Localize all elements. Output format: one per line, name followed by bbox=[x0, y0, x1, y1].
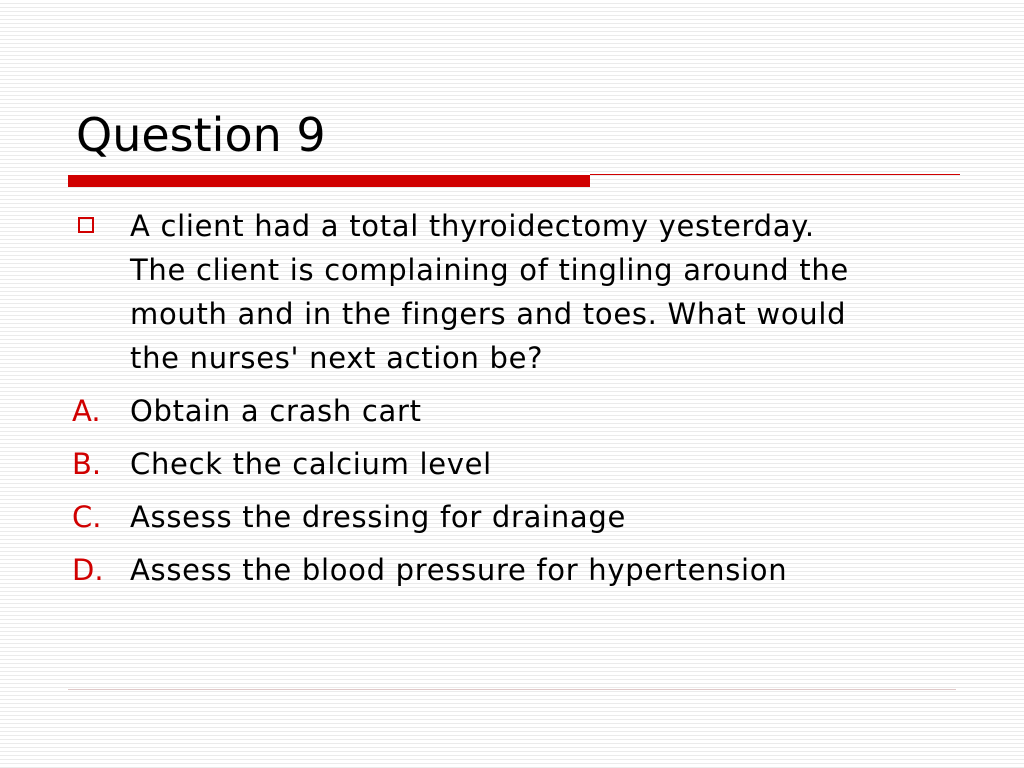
option-text: Assess the dressing for drainage bbox=[130, 500, 627, 534]
option-d bbox=[72, 548, 952, 592]
question-text: A client had a total thyroidectomy yesterday. The client is complaining of tingling around the mouth and in the fingers and toes. What would the nurses' next action be? bbox=[130, 209, 849, 375]
question-item bbox=[72, 204, 952, 380]
option-b bbox=[72, 442, 952, 486]
option-letter: A. bbox=[72, 394, 101, 428]
option-c bbox=[72, 495, 952, 539]
footer-rule bbox=[68, 689, 956, 690]
question-bullet bbox=[72, 204, 130, 248]
option-letter: C. bbox=[72, 500, 102, 534]
option-text: Obtain a crash cart bbox=[130, 394, 422, 428]
option-letter: D. bbox=[72, 553, 104, 587]
option-letter: B. bbox=[72, 447, 102, 481]
hollow-square-icon bbox=[78, 217, 94, 233]
title-underline-thick bbox=[68, 175, 590, 187]
option-text: Assess the blood pressure for hypertension bbox=[130, 553, 788, 587]
question-list bbox=[72, 204, 952, 601]
option-text: Check the calcium level bbox=[130, 447, 492, 481]
option-a bbox=[72, 389, 952, 433]
slide-title: Question 9 bbox=[76, 108, 326, 162]
title-underline-thin bbox=[590, 174, 960, 175]
